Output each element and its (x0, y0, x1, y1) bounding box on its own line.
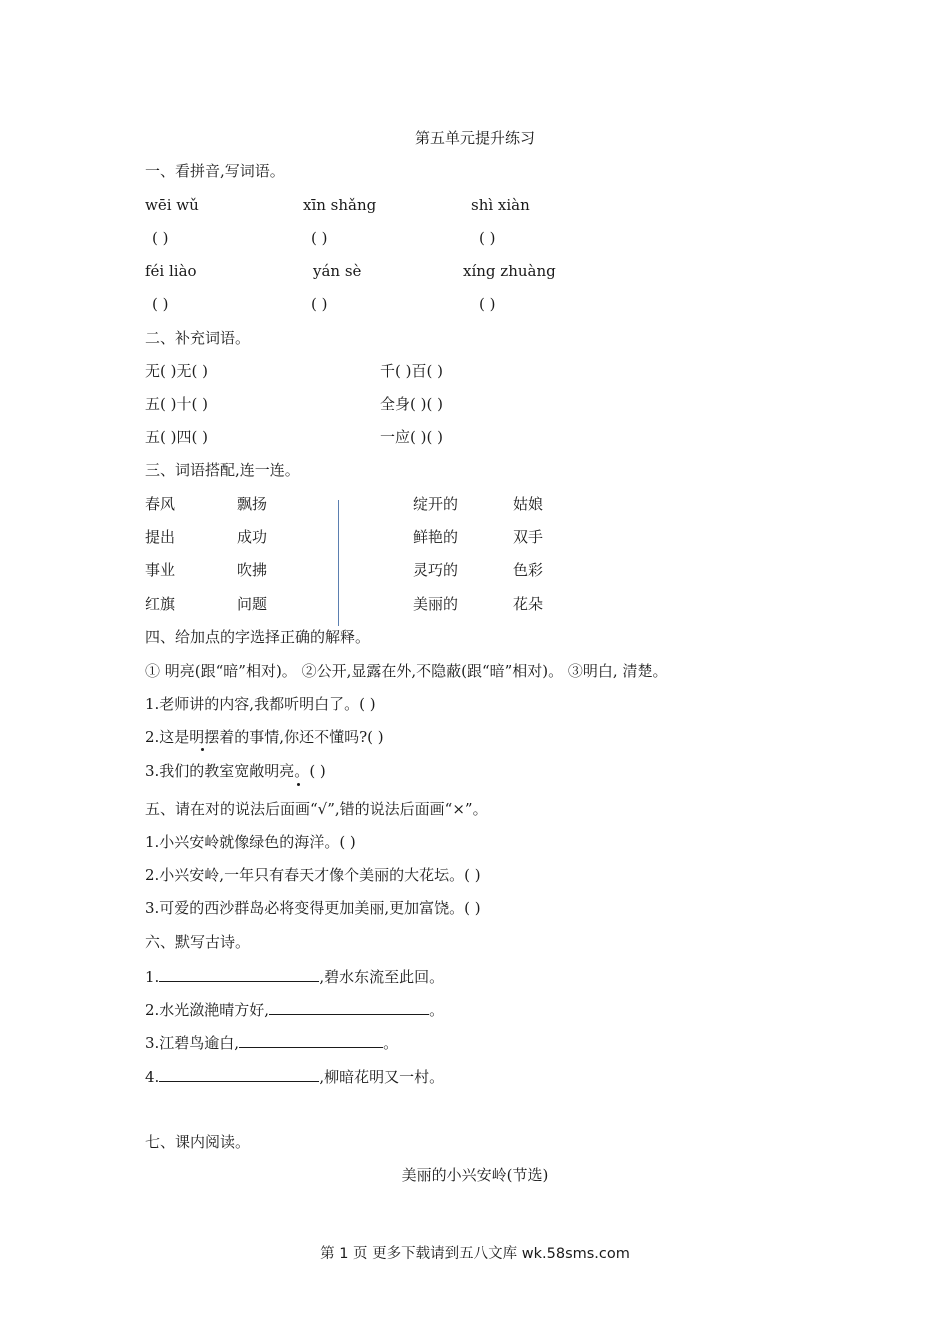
poem-text: ,柳暗花明又一村。 (319, 1068, 445, 1086)
definition-options: ① 明亮(跟“暗”相对)。 ②公开,显露在外,不隐蔽(跟“暗”相对)。 ③明白, 清楚。 (145, 662, 668, 680)
match-word: 灵巧的 (413, 561, 459, 579)
poem-text: ,碧水东流至此回。 (319, 968, 445, 986)
match-word: 鲜艳的 (413, 528, 459, 546)
poem-text: 1. (145, 968, 160, 986)
question-item: 1.老师讲的内容,我都听明白了。( ) (145, 695, 376, 713)
answer-bracket: ( ) (152, 229, 169, 247)
poem-line-4 (145, 1065, 444, 1087)
section-2-heading: 二、补充词语。 (145, 329, 251, 347)
fill-blank[interactable] (269, 998, 429, 1015)
question-item: 3.我们的教室宽敞明亮。( ) (145, 762, 326, 780)
fill-blank[interactable] (159, 965, 319, 982)
section-3-heading: 三、词语搭配,连一连。 (145, 461, 300, 479)
section-4-heading: 四、给加点的字选择正确的解释。 (145, 628, 371, 646)
divider-line (338, 500, 339, 626)
pinyin-item: xīn shǎng (303, 196, 377, 214)
match-word: 事业 (145, 561, 176, 579)
match-word: 成功 (237, 528, 268, 546)
poem-line-3 (145, 1031, 398, 1053)
match-word: 问题 (237, 595, 268, 613)
idiom-item: 五( )十( ) (145, 395, 208, 413)
match-word: 提出 (145, 528, 176, 546)
answer-bracket: ( ) (152, 295, 169, 313)
reading-title: 美丽的小兴安岭(节选) (401, 1166, 549, 1184)
poem-text: 。 (383, 1034, 399, 1052)
match-word: 红旗 (145, 595, 176, 613)
match-word: 春风 (145, 495, 176, 513)
answer-bracket: ( ) (311, 295, 328, 313)
fill-blank[interactable] (239, 1031, 383, 1048)
page-footer: 第 1 页 更多下载请到五八文库 wk.58sms.com (320, 1246, 630, 1262)
question-item: 3.可爱的西沙群岛必将变得更加美丽,更加富饶。( ) (145, 899, 481, 917)
pinyin-item: shì xiàn (471, 196, 530, 214)
poem-line-1 (145, 965, 444, 987)
question-item: 2.这是明摆着的事情,你还不懂吗?( ) (145, 728, 384, 746)
fill-blank[interactable] (159, 1065, 319, 1082)
poem-text: 2.水光潋滟晴方好, (145, 1001, 270, 1019)
page-title: 第五单元提升练习 (414, 129, 535, 147)
section-5-heading: 五、请在对的说法后面画“√”,错的说法后面画“×”。 (145, 800, 488, 818)
match-word: 色彩 (513, 561, 544, 579)
match-word: 双手 (513, 528, 544, 546)
poem-line-2 (145, 998, 444, 1020)
emphasis-dot (297, 783, 300, 786)
poem-text: 4. (145, 1068, 160, 1086)
poem-text: 。 (429, 1001, 445, 1019)
answer-bracket: ( ) (479, 295, 496, 313)
idiom-item: 千( )百( ) (380, 362, 443, 380)
match-word: 吹拂 (237, 561, 268, 579)
pinyin-item: yán sè (313, 262, 362, 280)
match-word: 花朵 (513, 595, 544, 613)
answer-bracket: ( ) (479, 229, 496, 247)
match-word: 姑娘 (513, 495, 544, 513)
match-word: 绽开的 (413, 495, 459, 513)
idiom-item: 全身( )( ) (380, 395, 443, 413)
idiom-item: 一应( )( ) (380, 428, 443, 446)
poem-text: 3.江碧鸟逾白, (145, 1034, 240, 1052)
idiom-item: 五( )四( ) (145, 428, 208, 446)
emphasis-dot (201, 748, 204, 751)
answer-bracket: ( ) (311, 229, 328, 247)
section-6-heading: 六、默写古诗。 (145, 933, 251, 951)
idiom-item: 无( )无( ) (145, 362, 208, 380)
pinyin-item: féi liào (145, 262, 197, 280)
section-7-heading: 七、课内阅读。 (145, 1133, 251, 1151)
match-word: 美丽的 (413, 595, 459, 613)
match-word: 飘扬 (237, 495, 268, 513)
pinyin-item: wēi wǔ (145, 196, 199, 214)
pinyin-item: xíng zhuàng (463, 262, 556, 280)
section-1-heading: 一、看拼音,写词语。 (145, 162, 285, 180)
question-item: 2.小兴安岭,一年只有春天才像个美丽的大花坛。( ) (145, 866, 481, 884)
question-item: 1.小兴安岭就像绿色的海洋。( ) (145, 833, 356, 851)
